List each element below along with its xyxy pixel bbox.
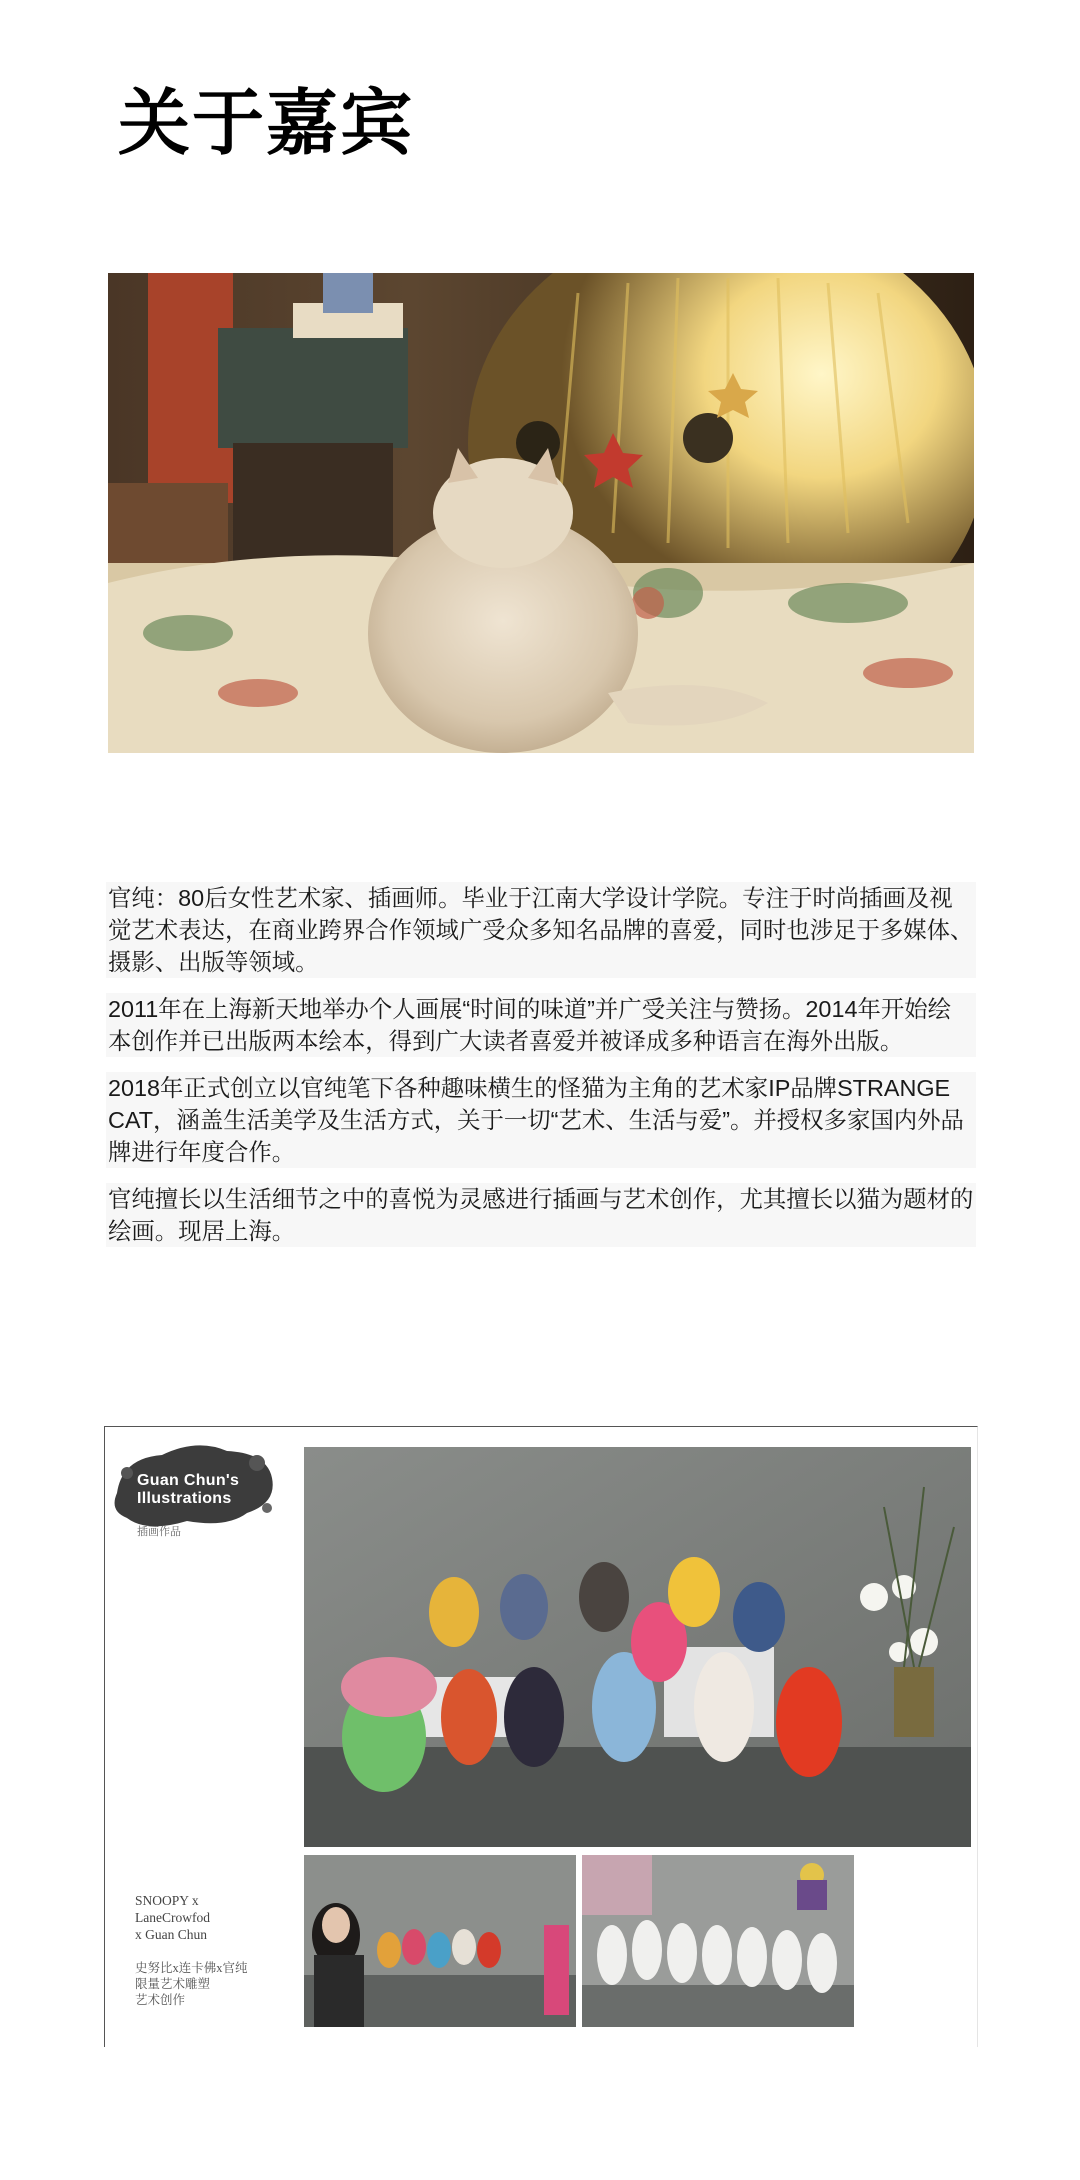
guest-bio <box>106 882 976 1262</box>
snoopy-sculptures-photo <box>304 1447 971 1847</box>
bio-paragraph: 2018年正式创立以官纯笔下各种趣味横生的怪猫为主角的艺术家IP品牌STRANGE CAT，涵盖生活美学及生活方式，关于一切“艺术、生活与爱”。并授权多家国内外品牌进行年度合作。 <box>106 1072 976 1168</box>
bio-paragraph: 官纯：80后女性艺术家、插画师。毕业于江南大学设计学院。专注于时尚插画及视觉艺术表达，在商业跨界合作领域广受众多知名品牌的喜爱，同时也涉足于多媒体、摄影、出版等领域。 <box>106 882 976 978</box>
page-title: 关于嘉宾 <box>118 84 415 164</box>
caption-line: 限量艺术雕塑 <box>135 1977 211 1991</box>
caption-chinese <box>135 1960 248 2008</box>
logo-subtitle: 插画作品 <box>137 1526 181 1538</box>
caption-line: 艺术创作 <box>135 1993 186 2007</box>
artist-portrait-photo <box>304 1855 576 2027</box>
caption-line: 史努比x连卡佛x官纯 <box>135 1961 248 1975</box>
caption-english <box>135 1892 210 1943</box>
caption-line: x Guan Chun <box>135 1927 207 1942</box>
hero-photo-cat <box>108 273 974 753</box>
logo-line2: Illustrations <box>137 1490 232 1507</box>
ink-splash-logo <box>107 1433 277 1553</box>
logo-line1: Guan Chun's <box>137 1472 240 1489</box>
bio-paragraph: 2011年在上海新天地举办个人画展“时间的味道”并广受关注与赞扬。2014年开始绘本创作并已出版两本绘本，得到广大读者喜爱并被译成多种语言在海外出版。 <box>106 993 976 1057</box>
white-sculptures-photo <box>582 1855 854 2027</box>
bio-paragraph: 官纯擅长以生活细节之中的喜悦为灵感进行插画与艺术创作，尤其擅长以猫为题材的绘画。现居上海。 <box>106 1183 976 1247</box>
caption-line: SNOOPY x <box>135 1893 199 1908</box>
caption-line: LaneCrowfod <box>135 1910 210 1925</box>
artwork-collage <box>104 1426 978 2047</box>
